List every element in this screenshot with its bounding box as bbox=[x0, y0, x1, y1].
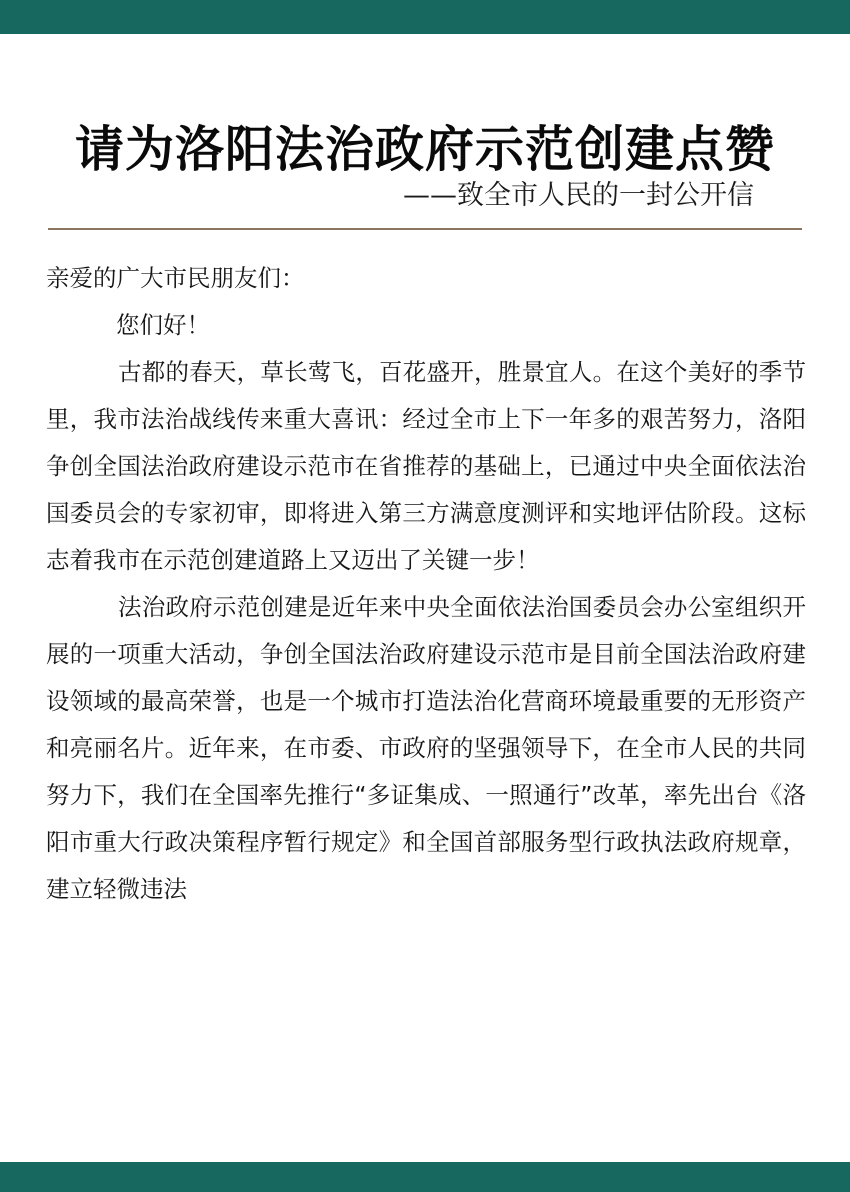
letter-greeting: 亲爱的广大市民朋友们： bbox=[46, 264, 305, 292]
top-banner-bar bbox=[0, 0, 850, 34]
page-title: 请为洛阳法治政府示范创建点赞 bbox=[74, 119, 775, 178]
letter-body bbox=[46, 255, 806, 913]
page-subtitle: ——致全市人民的一封公开信 bbox=[403, 180, 754, 211]
letter-salutation: 您们好！ bbox=[116, 311, 210, 339]
title-divider bbox=[48, 228, 802, 230]
bottom-banner-bar bbox=[0, 1162, 850, 1192]
letter-paragraph-1: 古都的春天，草长莺飞，百花盛开，胜景宜人。在这个美好的季节里，我市法治战线传来重大喜讯：经过全市上下一年多的艰苦努力，洛阳争创全国法治政府建设示范市在省推荐的基础上，已通过中央全面依法治国委员会的专家初审，即将进入第三方满意度测评和实地评估阶段。这标志着我市在示范创建道路上又迈出了关键一步！ bbox=[46, 358, 806, 574]
letter-paragraph-2: 法治政府示范创建是近年来中央全面依法治国委员会办公室组织开展的一项重大活动，争创全国法治政府建设示范市是目前全国法治政府建设领域的最高荣誉，也是一个城市打造法治化营商环境最重要的无形资产和亮丽名片。近年来，在市委、市政府的坚强领导下，在全市人民的共同努力下，我们在全国率先推行“多证集成、一照通行”改革，率先出台《洛阳市重大行政决策程序暂行规定》和全国首部服务型行政执法政府规章，建立轻微违法 bbox=[46, 593, 806, 903]
